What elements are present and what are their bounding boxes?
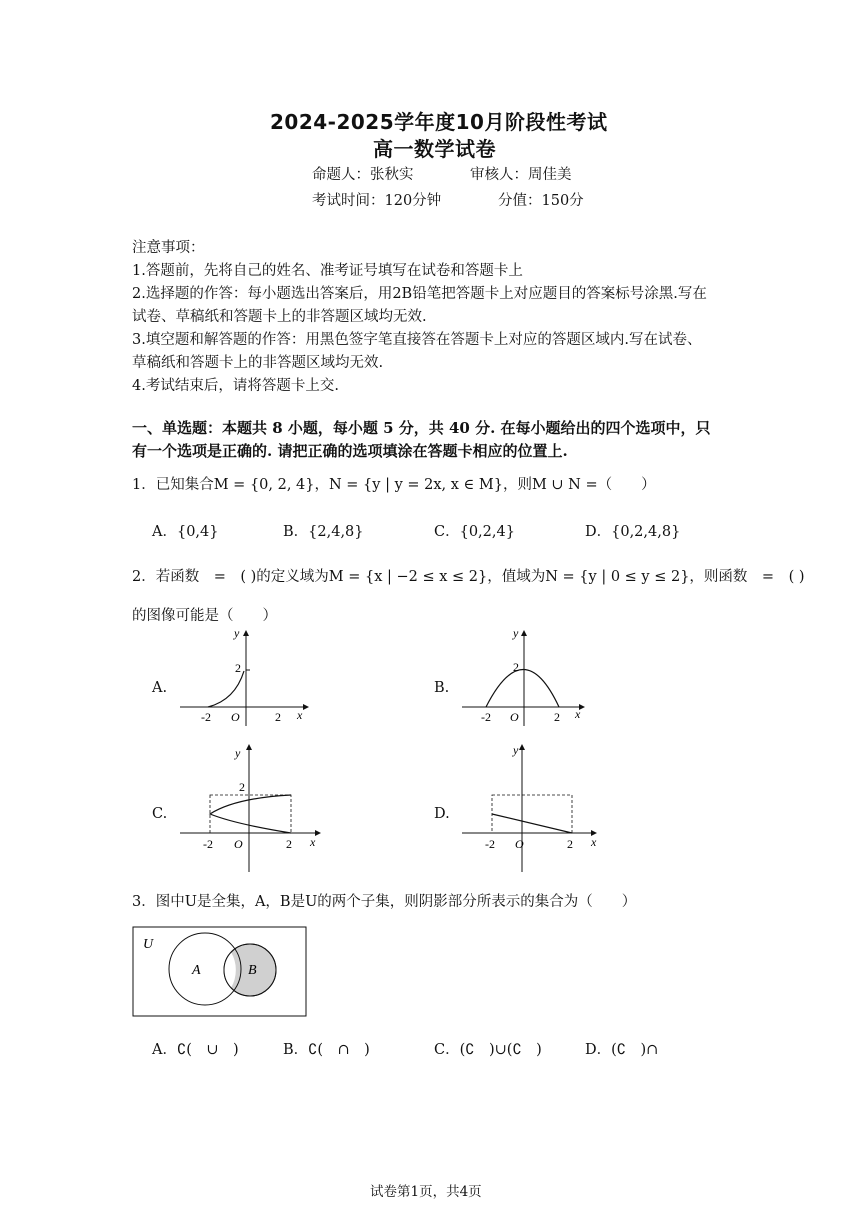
origin-label: O <box>234 837 243 851</box>
q2-stem-cont: 的图像可能是（ ） <box>132 608 277 624</box>
venn-a-label: A <box>192 963 201 978</box>
q3-option-c: C．(∁ )∪(∁ ) <box>434 1042 542 1058</box>
tick-neg2: -2 <box>485 837 495 851</box>
note-line: 2.选择题的作答：每小题选出答案后，用2B铅笔把答题卡上对应题目的答案标号涂黑.写在 <box>132 286 707 302</box>
q2-option-b-label: B. <box>434 680 450 696</box>
notes-heading: 注意事项： <box>132 240 205 256</box>
venn-b-label: B <box>248 963 257 978</box>
tick-2: 2 <box>275 710 281 724</box>
exam-subtitle: 高一数学试卷 <box>373 137 496 161</box>
exam-title: 2024-2025学年度10月阶段性考试 <box>270 110 608 134</box>
q1-option-d: D．{0,2,4,8} <box>585 524 681 540</box>
tick-2: 2 <box>239 780 245 794</box>
author: 命题人：张秋实 <box>312 167 414 183</box>
graph-b <box>457 628 597 728</box>
venn-u-label: U <box>143 937 154 952</box>
graph-c <box>175 742 330 877</box>
q2-option-a-label: A. <box>152 680 168 696</box>
q2-option-d-label: D. <box>434 806 450 822</box>
q2-stem: 2．若函数 = ( )的定义域为M = {x | −2 ≤ x ≤ 2}，值域为N = {y | 0 ≤ y ≤ 2}，则函数 = ( ) <box>132 569 805 585</box>
note-line: 试卷、草稿纸和答题卡上的非答题区域均无效. <box>132 309 427 325</box>
tick-neg2: -2 <box>203 837 213 851</box>
note-line: 3.填空题和解答题的作答：用黑色签字笔直接答在答题卡上对应的答题区域内.写在试卷、 <box>132 332 702 348</box>
graph-d <box>457 742 612 877</box>
page-footer: 试卷第1页，共4页 <box>370 1184 482 1200</box>
section-heading-cont: 有一个选项是正确的. 请把正确的选项填涂在答题卡相应的位置上. <box>132 442 568 460</box>
origin-label: O <box>231 710 240 724</box>
q1-stem: 1．已知集合M = {0, 2, 4}，N = {y | y = 2x, x ∈ M}，则M ∪ N =（ ） <box>132 477 656 493</box>
y-label: y <box>234 628 240 640</box>
tick-2: 2 <box>567 837 573 851</box>
x-label: x <box>310 835 316 849</box>
graph-a <box>175 628 315 728</box>
q3-stem: 3．图中U是全集，A，B是U的两个子集，则阴影部分所表示的集合为（ ） <box>132 894 637 910</box>
note-line: 草稿纸和答题卡上的非答题区域均无效. <box>132 355 384 371</box>
y-label: y <box>513 628 519 640</box>
note-line: 1.答题前，先将自己的姓名、准考证号填写在试卷和答题卡上 <box>132 263 523 279</box>
q3-option-a: A．∁( ∪ ) <box>152 1042 239 1058</box>
x-label: x <box>575 707 581 721</box>
section-heading: 一、单选题：本题共 8 小题，每小题 5 分，共 40 分. 在每小题给出的四个选项中，只 <box>132 419 711 437</box>
tick-2: 2 <box>554 710 560 724</box>
reviewer: 审核人：周佳美 <box>470 167 572 183</box>
q3-option-b: B．∁( ∩ ) <box>283 1042 370 1058</box>
q1-option-b: B．{2,4,8} <box>283 524 364 540</box>
origin-label: O <box>515 837 524 851</box>
tick-2: 2 <box>286 837 292 851</box>
tick-neg2: -2 <box>481 710 491 724</box>
x-label: x <box>297 708 303 722</box>
y-label: y <box>235 746 241 760</box>
note-line: 4.考试结束后，请将答题卡上交. <box>132 378 339 394</box>
exam-score: 分值：150分 <box>498 193 584 209</box>
q1-option-a: A．{0,4} <box>152 524 219 540</box>
exam-time: 考试时间：120分钟 <box>312 193 442 209</box>
q3-option-d: D．(∁ )∩ <box>585 1042 659 1058</box>
tick-neg2: -2 <box>201 710 211 724</box>
origin-label: O <box>510 710 519 724</box>
x-label: x <box>591 835 597 849</box>
y-label: y <box>513 743 519 757</box>
tick-2: 2 <box>235 661 241 675</box>
venn-diagram <box>132 926 308 1018</box>
q2-option-c-label: C. <box>152 806 168 822</box>
q1-option-c: C．{0,2,4} <box>434 524 515 540</box>
tick-2: 2 <box>513 660 519 674</box>
